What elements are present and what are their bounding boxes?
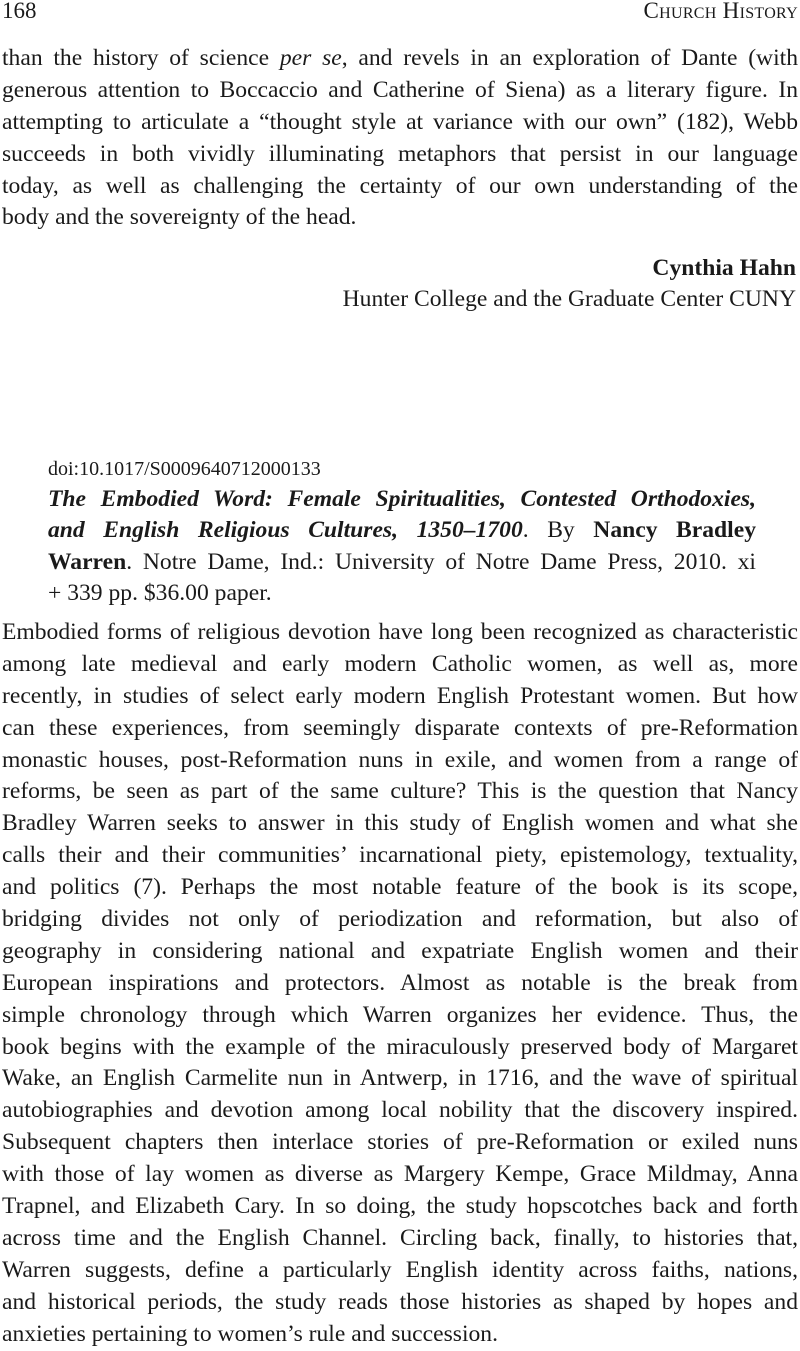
- paragraph-line: anxieties pertaining to women’s rule and succession.: [2, 1320, 498, 1347]
- book-title: The Embodied Word: Female Spiritualities, Contested Orthodoxies,: [48, 486, 756, 512]
- book-title-continued: and English Religious Cultures, 1350–1700: [48, 517, 523, 544]
- paragraph-line: Bradley Warren seeks to answer in this study of English women and what she: [2, 810, 798, 837]
- continued-review-paragraph: [2, 43, 798, 234]
- doi-link[interactable]: doi:10.1017/S0009640712000133: [48, 458, 321, 480]
- running-head: [2, 0, 798, 28]
- paragraph-line: and historical periods, the study reads those histories as shaped by hopes and: [2, 1288, 798, 1315]
- paragraph-line: monastic houses, post-Reformation nuns in exile, and women from a range of: [2, 746, 798, 773]
- citation-line: [48, 547, 756, 578]
- paragraph-line: simple chronology through which Warren organizes her evidence. Thus, the: [2, 1001, 798, 1028]
- paragraph-line: geography in considering national and expatriate English women and their: [2, 937, 798, 964]
- journal-title: Church History: [643, 0, 798, 23]
- paragraph-line: with those of lay women as diverse as Margery Kempe, Grace Mildmay, Anna: [2, 1161, 798, 1188]
- book-author-continued: Warren: [48, 548, 127, 575]
- paragraph-line: and politics (7). Perhaps the most notable feature of the book is its scope,: [2, 874, 798, 901]
- book-author: Nancy Bradley: [593, 517, 757, 544]
- paragraph-line: recently, in studies of select early modern English Protestant women. But how: [2, 682, 798, 709]
- paragraph-line: among late medieval and early modern Catholic women, as well as, more: [2, 650, 798, 677]
- paragraph-line: than the history of science per se, and revels in an exploration of Dante (with: [2, 45, 798, 71]
- reviewer-affiliation: Hunter College and the Graduate Center CUNY: [342, 286, 796, 312]
- paragraph-line: Trapnel, and Elizabeth Cary. In so doing, the study hopscotches back and forth: [2, 1193, 798, 1220]
- paragraph-line: calls their and their communities’ incarnational piety, epistemology, textuality,: [2, 842, 798, 869]
- italic-phrase: per se: [279, 45, 342, 71]
- paragraph-line: Wake, an English Carmelite nun in Antwerp, in 1716, and the wave of spiritual: [2, 1065, 798, 1092]
- publisher-info: . Notre Dame, Ind.: University of Notre Dame Press, 2010. xi: [126, 548, 756, 575]
- paragraph-line: book begins with the example of the miraculously preserved body of Margaret: [2, 1033, 798, 1060]
- review-body-paragraph: [2, 617, 798, 1350]
- reviewer-name: Cynthia Hahn: [652, 255, 796, 281]
- paragraph-line: Embodied forms of religious devotion have long been recognized as characteristic: [2, 619, 798, 645]
- paragraph-line: European inspirations and protectors. Almost as notable is the break from: [2, 969, 798, 996]
- paragraph-line: succeeds in both vividly illuminating metaphors that persist in our language: [2, 140, 798, 167]
- paragraph-line: body and the sovereignty of the head.: [2, 204, 357, 231]
- paragraph-line: Warren suggests, define a particularly English identity across faiths, nations,: [2, 1256, 798, 1283]
- citation-line: and English Religious Cultures, 1350–1700. By Nancy Bradley: [48, 517, 757, 544]
- paragraph-line: generous attention to Boccaccio and Catherine of Siena) as a literary figure. In: [2, 76, 798, 103]
- paragraph-line: today, as well as challenging the certainty of our own understanding of the: [2, 172, 798, 199]
- paragraph-line: autobiographies and devotion among local nobility that the discovery inspired.: [2, 1097, 798, 1124]
- book-citation: [48, 484, 756, 610]
- paragraph-line: reforms, be seen as part of the same culture? This is the question that Nancy: [2, 778, 798, 805]
- page-number: 168: [2, 0, 37, 23]
- book-extent: + 339 pp. $36.00 paper.: [48, 580, 272, 607]
- paragraph-line: across time and the English Channel. Circling back, finally, to histories that,: [2, 1224, 798, 1251]
- paragraph-line: can these experiences, from seemingly disparate contexts of pre-Reformation: [2, 714, 798, 741]
- paragraph-line: Subsequent chapters then interlace stories of pre-Reformation or exiled nuns: [2, 1129, 798, 1156]
- paragraph-line: attempting to articulate a “thought style at variance with our own” (182), Webb: [2, 108, 798, 135]
- paragraph-line: bridging divides not only of periodization and reformation, but also of: [2, 906, 798, 933]
